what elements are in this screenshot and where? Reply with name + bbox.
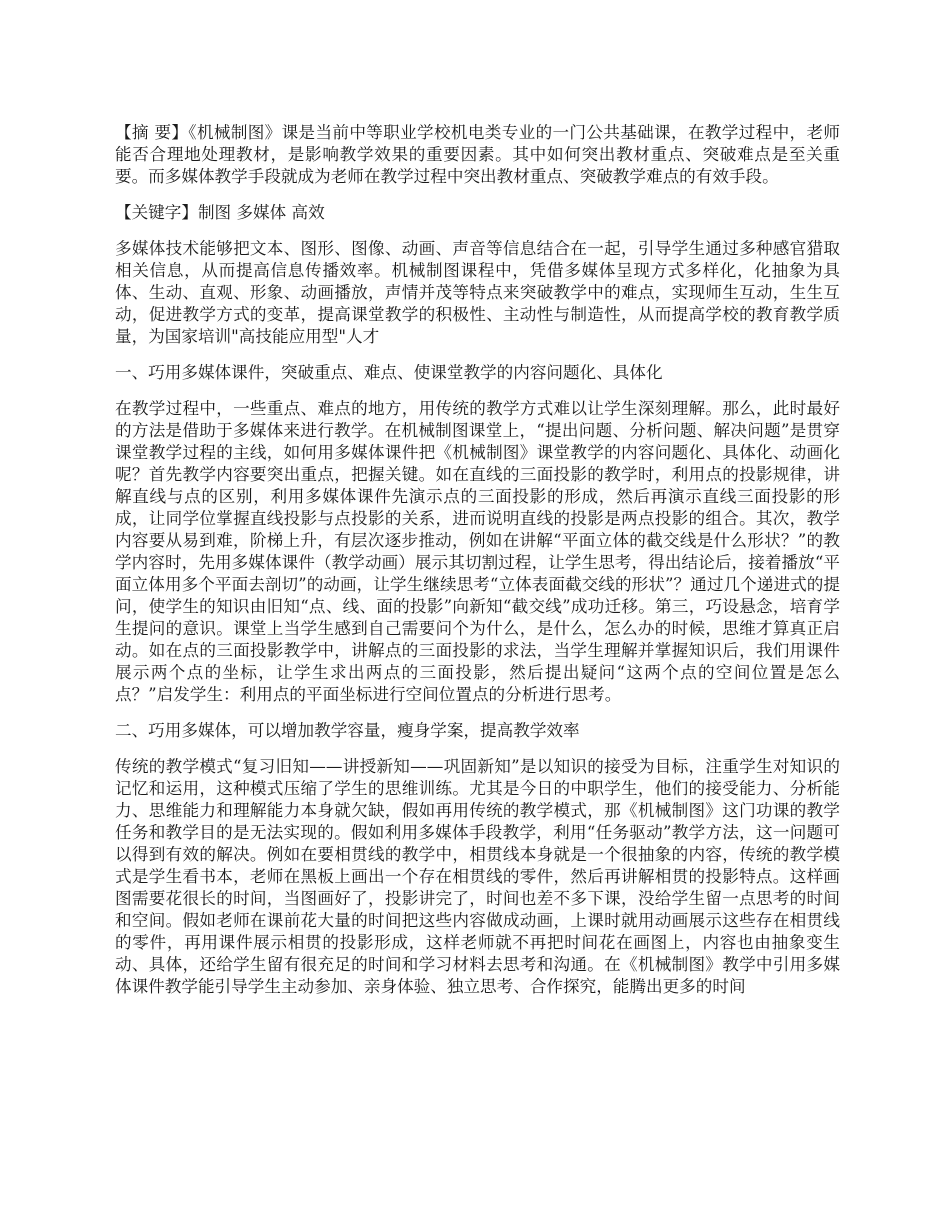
section-2-heading: 二、巧用多媒体，可以增加教学容量，瘦身学案，提高教学效率 (115, 721, 580, 740)
document-page (115, 122, 840, 1012)
abstract-paragraph: 【摘 要】《机械制图》课是当前中等职业学校机电类专业的一门公共基础课，在教学过程中，老师能否合理地处理教材，是影响教学效果的重要因素。其中如何突出教材重点、突破难点是至关重要。而多媒体教学手段就成为老师在教学过程中突出教材重点、突破教学难点的有效手段。 (115, 123, 840, 186)
intro-paragraph: 多媒体技术能够把文本、图形、图像、动画、声音等信息结合在一起，引导学生通过多种感官猎取相关信息，从而提高信息传播效率。机械制图课程中，凭借多媒体呈现方式多样化，化抽象为具体、生动、直观、形象、动画播放，声情并茂等特点来突破教学中的难点，实现师生互动，生生互动，促进教学方式的变革，提高课堂教学的积极性、主动性与制造性，从而提高学校的教育教学质量，为国家培训"高技能应用型"人才 (115, 239, 840, 346)
section-1-heading: 一、巧用多媒体课件，突破重点、难点、使课堂教学的内容问题化、具体化 (115, 363, 663, 382)
section-1-body: 在教学过程中，一些重点、难点的地方，用传统的教学方式难以让学生深刻理解。那么，此时最好的方法是借助于多媒体来进行教学。在机械制图课堂上，“提出问题、分析问题、解决问题”是贯穿课堂教学过程的主线，如何用多媒体课件把《机械制图》课堂教学的内容问题化、具体化、动画化呢？首先教学内容要突出重点，把握关键。如在直线的三面投影的教学时，利用点的投影规律，讲解直线与点的区别，利用多媒体课件先演示点的三面投影的形成，然后再演示直线三面投影的形成，让同学位掌握直线投影与点投影的关系，进而说明直线的投影是两点投影的组合。其次，教学内容要从易到难，阶梯上升，有层次逐步推动，例如在讲解“平面立体的截交线是什么形状？”的教学内容时，先用多媒体课件（教学动画）展示其切割过程，让学生思考，得出结论后，接着播放“平面立体用多个平面去剖切”的动画，让学生继续思考“立体表面截交线的形状”？通过几个递进式的提问，使学生的知识由旧知“点、线、面的投影”向新知“截交线”成功迁移。第三，巧设悬念，培育学生提问的意识。课堂上当学生感到自己需要问个为什么，是什么，怎么办的时候，思维才算真正启动。如在点的三面投影教学中，讲解点的三面投影的求法，当学生理解并掌握知识后，我们用课件展示两个点的坐标，让学生求出两点的三面投影，然后提出疑问“这两个点的空间位置是怎么点？”启发学生：利用点的平面坐标进行空间位置点的分析进行思考。 (115, 399, 840, 704)
section-2-body: 传统的教学模式“复习旧知——讲授新知——巩固新知”是以知识的接受为目标，注重学生对知识的记忆和运用，这种模式压缩了学生的思维训练。尤其是今日的中职学生，他们的接受能力、分析能力、思维能力和理解能力本身就欠缺，假如再用传统的教学模式，那《机械制图》这门功课的教学任务和教学目的是无法实现的。假如利用多媒体手段教学，利用“任务驱动”教学方法，这一问题可以得到有效的解决。例如在要相贯线的教学中，相贯线本身就是一个很抽象的内容，传统的教学模式是学生看书本，老师在黑板上画出一个存在相贯线的零件，然后再讲解相贯的投影特点。这样画图需要花很长的时间，当图画好了，投影讲完了，时间也差不多下课，没给学生留一点思考的时间和空间。假如老师在课前花大量的时间把这些内容做成动画，上课时就用动画展示这些存在相贯线的零件，再用课件展示相贯的投影形成，这样老师就不再把时间花在画图上，内容也由抽象变生动、具体，还给学生留有很充足的时间和学习材料去思考和沟通。在《机械制图》教学中引用多媒体课件教学能引导学生主动参加、亲身体验、独立思考、合作探究，能腾出更多的时间 (115, 757, 840, 996)
keywords-line: 【关键字】制图 多媒体 高效 (115, 203, 325, 222)
